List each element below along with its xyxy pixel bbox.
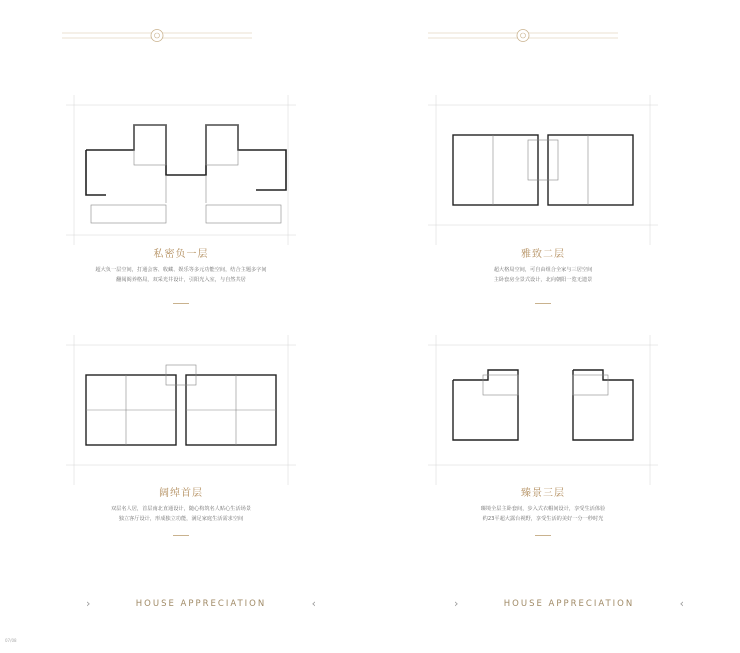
floor-desc-b1-line1: 超大负一层空间，打通会客、收藏、娱乐等多元功能空间，结合主题多字间 (95, 267, 267, 273)
chevron-left-icon[interactable]: ‹ (679, 597, 684, 610)
floor-title-3f: 臻景三层 (521, 488, 565, 499)
floor-plan-1f (66, 335, 296, 485)
chevron-right-icon[interactable]: › (454, 597, 459, 610)
floor-desc-2f-line1: 超大格局空间，可自由组合全家与三居空间 (493, 267, 593, 273)
floor-desc-3f-line2: 约23平超大露台视野，享受生活的美好一分一秒时光 (482, 516, 604, 522)
footer-label: HOUSE APPRECIATION (503, 599, 635, 609)
floor-title-2f: 雅致二层 (521, 249, 565, 260)
right-page (370, 0, 740, 653)
footer-nav (454, 597, 684, 613)
section-rule (535, 535, 551, 536)
floor-plan-3f (428, 335, 658, 485)
floor-desc-b1-line2: 翻阅阁养格局，双采光井设计，引阳光入室，与自然共居 (116, 277, 246, 283)
page-number: 07/08 (5, 638, 17, 643)
chevron-right-icon[interactable]: › (86, 597, 91, 610)
ornament-divider (428, 27, 618, 45)
footer-label: HOUSE APPRECIATION (135, 599, 267, 609)
floor-plan-2f (428, 95, 658, 245)
section-rule (173, 535, 189, 536)
floor-title-b1: 私密负一层 (153, 249, 209, 260)
floor-desc-1f-line1: 双层名人居，首层南北直通设计，随心构筑名人贴心生活场景 (110, 506, 252, 512)
section-rule (535, 303, 551, 304)
footer-nav (86, 597, 316, 613)
floor-desc-3f-line1: 臻境全层主卧套间，步入式衣帽间设计，享受生活体验 (480, 506, 606, 512)
chevron-left-icon[interactable]: ‹ (311, 597, 316, 610)
floor-plan-b1 (66, 95, 296, 245)
ornament-divider (62, 27, 252, 45)
floor-desc-1f-line2: 独立客厅设计，形成独立功能，满足家庭生活需求空间 (118, 516, 244, 522)
floor-title-1f: 阔绰首层 (159, 488, 203, 499)
section-rule (173, 303, 189, 304)
floor-desc-2f-line2: 主卧套房全景式设计，北向朝阳一览无遗景 (493, 277, 593, 283)
